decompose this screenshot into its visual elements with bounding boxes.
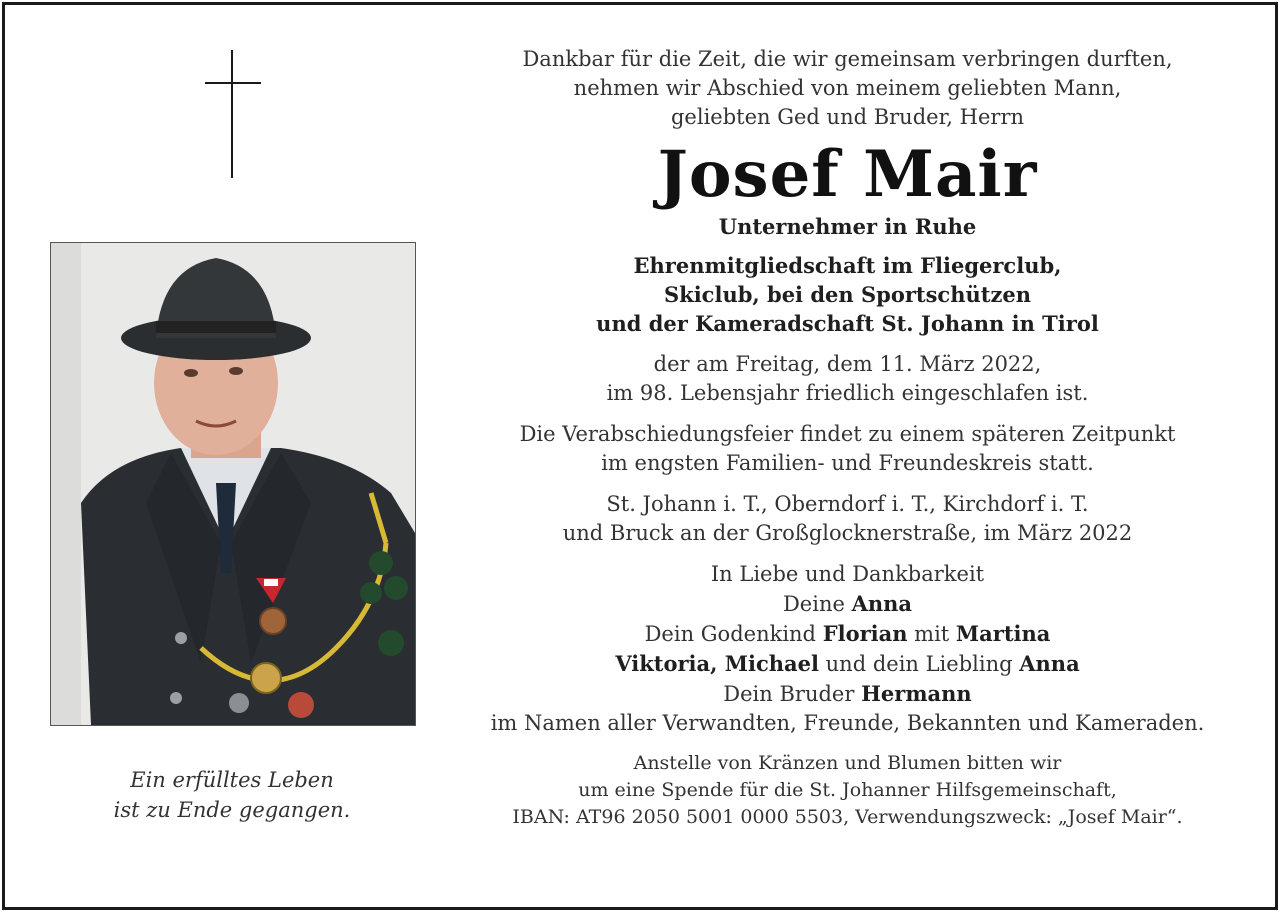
death-line-1: der am Freitag, dem 11. März 2022, bbox=[653, 352, 1042, 376]
portrait-illustration bbox=[51, 243, 415, 725]
mourners-line-2 bbox=[460, 619, 1235, 649]
intro-text bbox=[460, 45, 1235, 132]
mourners-line-1 bbox=[460, 589, 1235, 619]
donation-line-2: um eine Spende für die St. Johanner Hilfsgemeinschaft, bbox=[578, 779, 1117, 801]
honor-line-1: Ehrenmitgliedschaft im Fliegerclub, bbox=[633, 253, 1062, 278]
mourner-name: Anna bbox=[1019, 651, 1080, 676]
intro-line-1: Dankbar für die Zeit, die wir gemeinsam verbringen durften, bbox=[522, 47, 1173, 71]
deceased-title: Unternehmer in Ruhe bbox=[718, 214, 977, 239]
intro-line-2: nehmen wir Abschied von meinem geliebten Mann, bbox=[573, 76, 1122, 100]
ceremony-line-1: Die Verabschiedungsfeier findet zu einem späteren Zeitpunkt bbox=[519, 422, 1176, 446]
mourner-name: Martina bbox=[955, 621, 1051, 646]
donation-line-3: IBAN: AT96 2050 5001 0000 5503, Verwendungszweck: „Josef Mair“. bbox=[512, 806, 1183, 828]
cross-icon bbox=[205, 50, 261, 180]
place-line-1: St. Johann i. T., Oberndorf i. T., Kirchdorf i. T. bbox=[606, 492, 1089, 516]
mourners-heading: In Liebe und Dankbarkeit bbox=[710, 562, 985, 586]
mourner-name: Viktoria, Michael bbox=[615, 651, 819, 676]
place-line-2: und Bruck an der Großglocknerstraße, im März 2022 bbox=[562, 521, 1133, 545]
honor-line-2: Skiclub, bei den Sportschützen bbox=[663, 282, 1031, 307]
honor-line-3: und der Kameradschaft St. Johann in Tirol bbox=[596, 311, 1099, 336]
mourners-line-3 bbox=[460, 649, 1235, 679]
mourners-line-4 bbox=[460, 679, 1235, 709]
intro-line-3: geliebten Ged und Bruder, Herrn bbox=[670, 105, 1025, 129]
mourners-text: Deine bbox=[782, 592, 852, 616]
motto-line-2: ist zu Ende gegangen. bbox=[113, 798, 351, 822]
motto bbox=[50, 765, 414, 825]
mourner-name: Hermann bbox=[861, 681, 972, 706]
mourner-name: Florian bbox=[822, 621, 908, 646]
deceased-name: Josef Mair bbox=[657, 137, 1038, 212]
mourners-line-5: im Namen aller Verwandten, Freunde, Bekannten und Kameraden. bbox=[490, 711, 1205, 735]
cross-horizontal-bar bbox=[205, 82, 261, 84]
obituary-text bbox=[460, 45, 1235, 831]
donation-note bbox=[460, 750, 1235, 831]
mourners-text: und dein Liebling bbox=[818, 652, 1020, 676]
ceremony-line-2: im engsten Familien- und Freundeskreis statt. bbox=[601, 451, 1094, 475]
portrait-photo bbox=[50, 242, 416, 726]
obituary-card bbox=[2, 2, 1278, 910]
motto-line-1: Ein erfülltes Leben bbox=[130, 768, 334, 792]
donation-line-1: Anstelle von Kränzen und Blumen bitten wir bbox=[633, 752, 1062, 774]
mourners-text: mit bbox=[907, 622, 956, 646]
mourner-name: Anna bbox=[851, 591, 913, 616]
death-line-2: im 98. Lebensjahr friedlich eingeschlafen ist. bbox=[606, 381, 1089, 405]
mourners-text: Dein Bruder bbox=[723, 682, 862, 706]
mourners-text: Dein Godenkind bbox=[644, 622, 823, 646]
cross-vertical-bar bbox=[231, 50, 233, 178]
